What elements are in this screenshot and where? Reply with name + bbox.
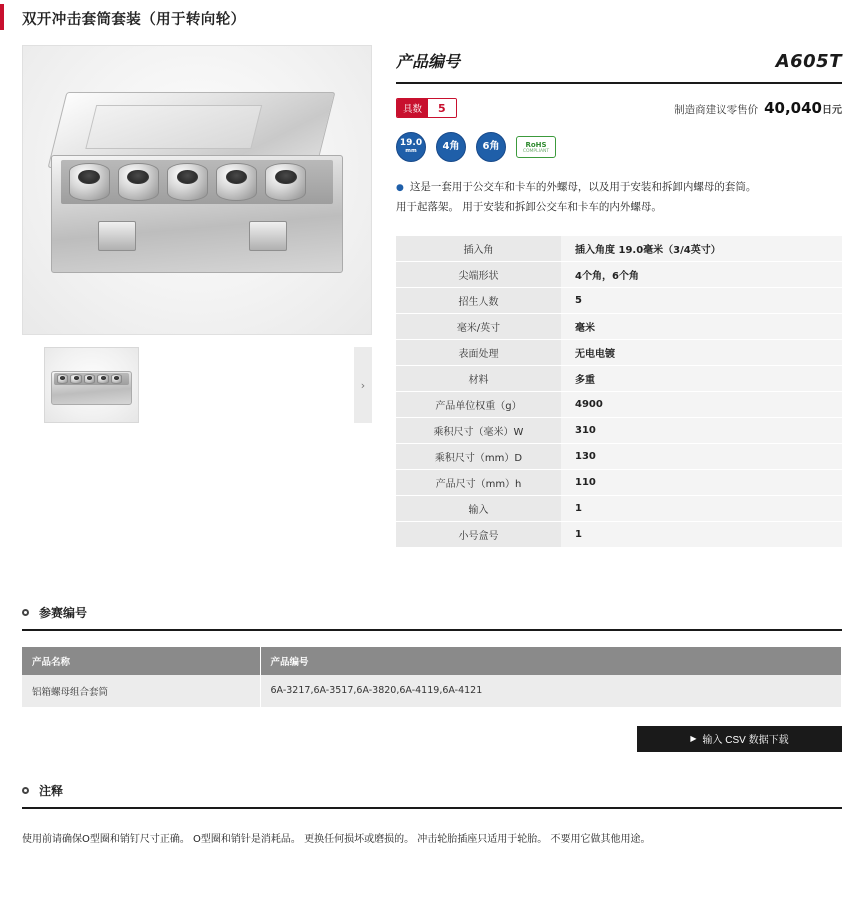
table-row (396, 495, 842, 521)
drive-unit-text: mm (405, 148, 417, 155)
description-line-1 (396, 178, 842, 198)
csv-download-button[interactable] (637, 726, 842, 752)
drive-size-text: 19.0 (399, 138, 423, 149)
thumb-socket-2 (70, 374, 81, 384)
spacer (0, 548, 864, 604)
table-row (396, 339, 842, 365)
notes-section (22, 782, 842, 849)
price-label: 制造商建议零售价 (674, 104, 759, 116)
reference-cell-name: 铝箱螺母组合套筒 (22, 675, 260, 708)
table-header-row (22, 647, 842, 675)
spacer (0, 752, 864, 782)
reference-table-head (22, 647, 842, 675)
spec-value: 无电电镀 (561, 339, 842, 365)
notes-section-header (22, 782, 842, 809)
socket-2 (118, 163, 159, 201)
piece-count-badge (396, 98, 457, 118)
spec-value: 插入角度 19.0毫米（3/4英寸） (561, 236, 842, 262)
socket-3 (167, 163, 208, 201)
play-triangle-icon: ▶ (690, 734, 697, 744)
socket-5 (265, 163, 306, 201)
bullet-icon: ● (396, 183, 404, 193)
spec-key: 招生人数 (396, 287, 561, 313)
price-block (674, 99, 842, 117)
spec-value: 1 (561, 521, 842, 547)
reference-header-number: 产品编号 (260, 647, 842, 675)
product-main-image[interactable] (22, 45, 372, 335)
piece-count-label: 具数 (397, 99, 428, 117)
reference-section (22, 604, 842, 752)
title-accent-bar (0, 4, 4, 30)
product-gallery (22, 45, 372, 548)
rohs-subtext: COMPLIANT (522, 148, 550, 154)
spec-key: 材料 (396, 365, 561, 391)
spec-key: 毫米/英寸 (396, 313, 561, 339)
specification-table (396, 236, 842, 548)
table-row (396, 313, 842, 339)
table-row (396, 521, 842, 547)
reference-table-body (22, 675, 842, 708)
reference-section-title: 参赛编号 (39, 605, 88, 620)
product-number-label: 产品编号 (396, 52, 461, 71)
description-line-2: 用于起落架。 用于安装和拆卸公交车和卡车的内外螺母。 (396, 200, 662, 213)
drive-19mm-icon (396, 132, 426, 162)
section-dot-icon (22, 787, 29, 794)
spec-key: 产品单位权重（g） (396, 391, 561, 417)
notes-section-title: 注释 (39, 783, 64, 798)
main-content (0, 45, 864, 548)
spec-value: 1 (561, 495, 842, 521)
hex-6-icon (476, 132, 506, 162)
reference-section-header (22, 604, 842, 631)
thumb-socket-4 (97, 374, 108, 384)
spec-key: 小号盒号 (396, 521, 561, 547)
table-row (22, 675, 842, 708)
chevron-right-icon: › (360, 378, 366, 392)
thumb-case-body (51, 371, 133, 405)
spec-value: 4个角，6个角 (561, 261, 842, 287)
product-number-row (396, 49, 842, 84)
rohs-text: RoHS (525, 140, 547, 149)
table-row (396, 236, 842, 262)
thumbnail-1[interactable] (44, 347, 139, 423)
section-dot-icon (22, 609, 29, 616)
product-number-value: A605T (775, 51, 842, 72)
thumb-socket-3 (84, 374, 95, 384)
page-title: 双开冲击套筒套装（用于转向轮） (22, 12, 246, 28)
spec-key: 尖端形状 (396, 261, 561, 287)
piece-count-value: 5 (428, 99, 456, 117)
spec-key: 输入 (396, 495, 561, 521)
spec-value: 130 (561, 443, 842, 469)
spec-key: 插入角 (396, 236, 561, 262)
thumbnail-strip (22, 347, 372, 423)
spec-key: 产品尺寸（mm）h (396, 469, 561, 495)
price-currency: 日元 (822, 105, 842, 116)
price-value: 40,040 (764, 99, 822, 117)
case-lid-inner (85, 105, 262, 149)
csv-download-label: 输入 CSV 数据下载 (702, 735, 789, 747)
table-row (396, 443, 842, 469)
csv-download-row (22, 726, 842, 752)
thumb-case-illustration (51, 361, 133, 408)
thumb-case-tray (54, 373, 129, 385)
spec-value: 4900 (561, 391, 842, 417)
description-text-1: 这是一套用于公交车和卡车的外螺母，以及用于安装和拆卸内螺母的套筒。 (409, 181, 757, 193)
spec-value: 多重 (561, 365, 842, 391)
socket-1 (69, 163, 110, 201)
table-row (396, 287, 842, 313)
spec-value: 310 (561, 417, 842, 443)
hex-6-text: 6角 (482, 141, 500, 152)
reference-header-name: 产品名称 (22, 647, 260, 675)
spec-key: 表面处理 (396, 339, 561, 365)
case-tray (61, 160, 334, 204)
spec-value: 110 (561, 469, 842, 495)
page-title-row (22, 0, 864, 45)
product-info (396, 45, 842, 548)
thumb-socket-1 (57, 374, 68, 384)
socket-4 (216, 163, 257, 201)
square-4-icon (436, 132, 466, 162)
square-4-text: 4角 (442, 141, 460, 152)
rohs-icon (516, 136, 556, 158)
attribute-icons (396, 132, 842, 162)
spec-key: 乘积尺寸（mm）D (396, 443, 561, 469)
table-row (396, 365, 842, 391)
table-row (396, 261, 842, 287)
spec-key: 乘积尺寸（毫米）W (396, 417, 561, 443)
socket-case-illustration (51, 92, 343, 282)
case-latch-right (249, 221, 287, 251)
specification-table-body (396, 236, 842, 548)
product-description (396, 178, 842, 218)
reference-table (22, 647, 842, 708)
spec-value: 5 (561, 287, 842, 313)
table-row (396, 391, 842, 417)
gallery-next-button[interactable] (354, 347, 372, 423)
product-meta-row (396, 98, 842, 118)
case-body (51, 155, 343, 273)
spec-value: 毫米 (561, 313, 842, 339)
table-row (396, 417, 842, 443)
thumb-socket-5 (111, 374, 122, 384)
case-latch-left (98, 221, 136, 251)
reference-cell-number: 6A-3217,6A-3517,6A-3820,6A-4119,6A-4121 (260, 675, 842, 708)
notes-text: 使用前请确保O型圈和销钉尺寸正确。 O型圈和销针是消耗品。 更换任何损坏或磨损的。 冲击轮胎插座只适用于轮胎。 不要用它做其他用途。 (22, 833, 651, 845)
table-row (396, 469, 842, 495)
page-title-area (0, 0, 864, 45)
